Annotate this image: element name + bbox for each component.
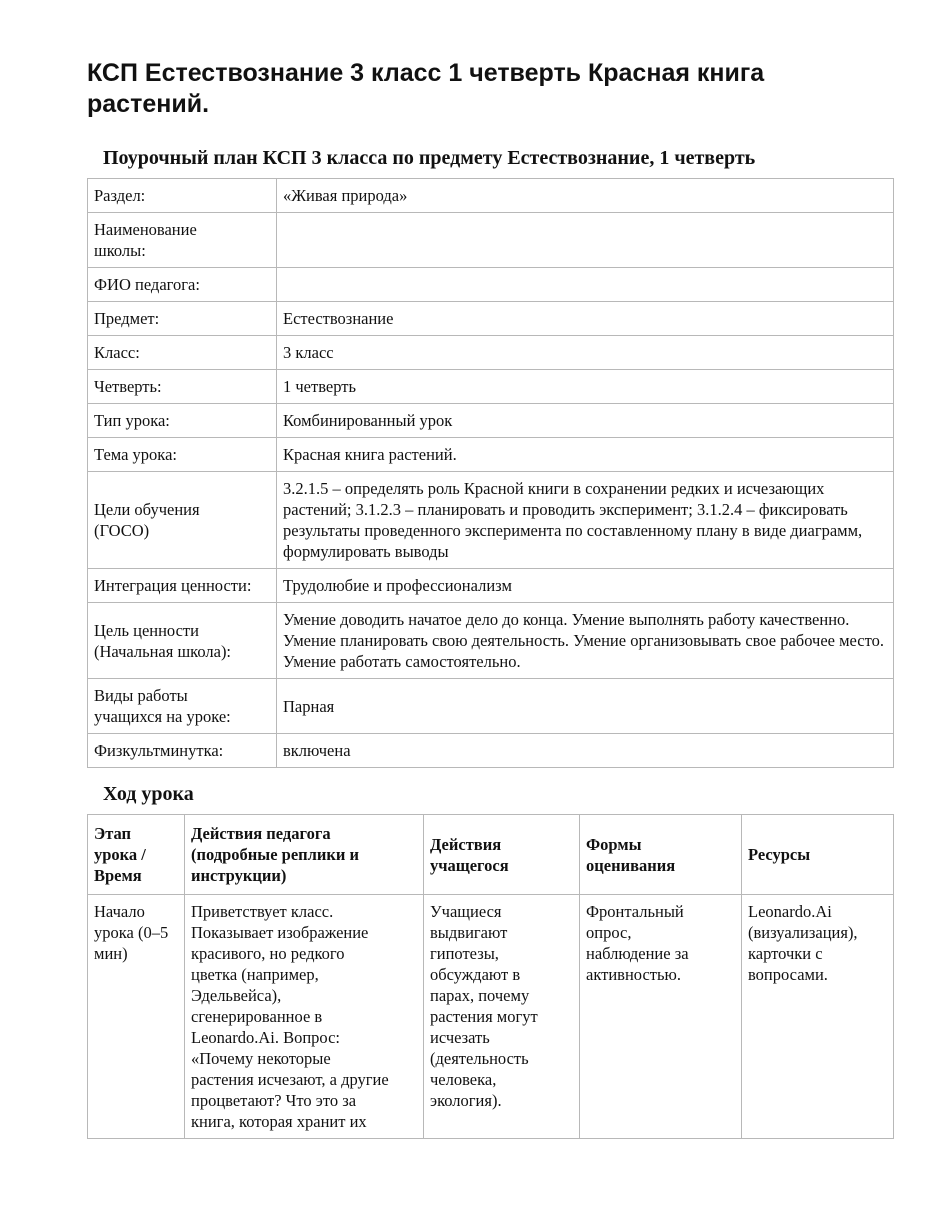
info-row (88, 179, 894, 213)
info-label: Цели обучения (ГОСО) (88, 472, 277, 569)
info-label: Физкультминутка: (88, 734, 277, 768)
column-header: Этап урока / Время (88, 815, 185, 895)
info-label: Виды работы учащихся на уроке: (88, 679, 277, 734)
table-cell: Приветствует класс. Показывает изображение красивого, но редкого цветка (например, Эдельвейса), сгенерированное в Leonardo.Ai. Вопрос: «Почему некоторые растения исчезают, а другие процветают? Что это за книга, которая хранит их (185, 895, 424, 1139)
info-row (88, 213, 894, 268)
info-table-body (88, 179, 894, 768)
info-value: Естествознание (277, 302, 894, 336)
info-value (277, 268, 894, 302)
info-value: включена (277, 734, 894, 768)
column-header: Ресурсы (742, 815, 894, 895)
info-label: Четверть: (88, 370, 277, 404)
document-page (87, 58, 893, 1139)
info-row (88, 404, 894, 438)
column-header: Формы оценивания (580, 815, 742, 895)
table-row (88, 895, 894, 1139)
info-row (88, 268, 894, 302)
info-value: Парная (277, 679, 894, 734)
info-value: 3 класс (277, 336, 894, 370)
info-value: Красная книга растений. (277, 438, 894, 472)
lesson-table-header-row (88, 815, 894, 895)
table-cell: Leonardo.Ai (визуализация), карточки с вопросами. (742, 895, 894, 1139)
column-header: Действия педагога (подробные реплики и инструкции) (185, 815, 424, 895)
lesson-section (87, 782, 893, 1139)
info-row (88, 603, 894, 679)
lesson-table-body (88, 895, 894, 1139)
column-header: Действия учащегося (424, 815, 580, 895)
info-value: Умение доводить начатое дело до конца. Умение выполнять работу качественно. Умение планировать свою деятельность. Умение организовывать свое рабочее место. Умение работать самостоятельно. (277, 603, 894, 679)
table-cell: Начало урока (0–5 мин) (88, 895, 185, 1139)
plan-heading: Поурочный план КСП 3 класса по предмету Естествознание, 1 четверть (103, 147, 756, 169)
info-label: Интеграция ценности: (88, 569, 277, 603)
info-label: ФИО педагога: (88, 268, 277, 302)
lesson-flow-table (87, 814, 894, 1139)
info-row (88, 438, 894, 472)
table-cell: Учащиеся выдвигают гипотезы, обсуждают в парах, почему растения могут исчезать (деятельность человека, экология). (424, 895, 580, 1139)
info-label: Наименование школы: (88, 213, 277, 268)
info-row (88, 370, 894, 404)
info-row (88, 569, 894, 603)
lesson-info-table (87, 178, 894, 768)
info-value: Трудолюбие и профессионализм (277, 569, 894, 603)
info-row (88, 336, 894, 370)
info-value: 1 четверть (277, 370, 894, 404)
info-row (88, 302, 894, 336)
info-value (277, 213, 894, 268)
info-value: 3.2.1.5 – определять роль Красной книги в сохранении редких и исчезающих растений; 3.1.2.3 – планировать и проводить эксперимент; 3.1.2.4 – фиксировать результаты проведенного эксперимента по составленному плану в виде диаграмм, формулировать выводы (277, 472, 894, 569)
info-label: Предмет: (88, 302, 277, 336)
info-value: «Живая природа» (277, 179, 894, 213)
info-label: Класс: (88, 336, 277, 370)
info-row (88, 734, 894, 768)
info-row (88, 679, 894, 734)
info-label: Тема урока: (88, 438, 277, 472)
info-row (88, 472, 894, 569)
info-label: Цель ценности (Начальная школа): (88, 603, 277, 679)
info-value: Комбинированный урок (277, 404, 894, 438)
document-title: КСП Естествознание 3 класс 1 четверть Красная книга растений. (87, 59, 765, 118)
table-cell: Фронтальный опрос, наблюдение за активностью. (580, 895, 742, 1139)
lesson-heading: Ход урока (103, 783, 194, 805)
info-label: Тип урока: (88, 404, 277, 438)
info-label: Раздел: (88, 179, 277, 213)
